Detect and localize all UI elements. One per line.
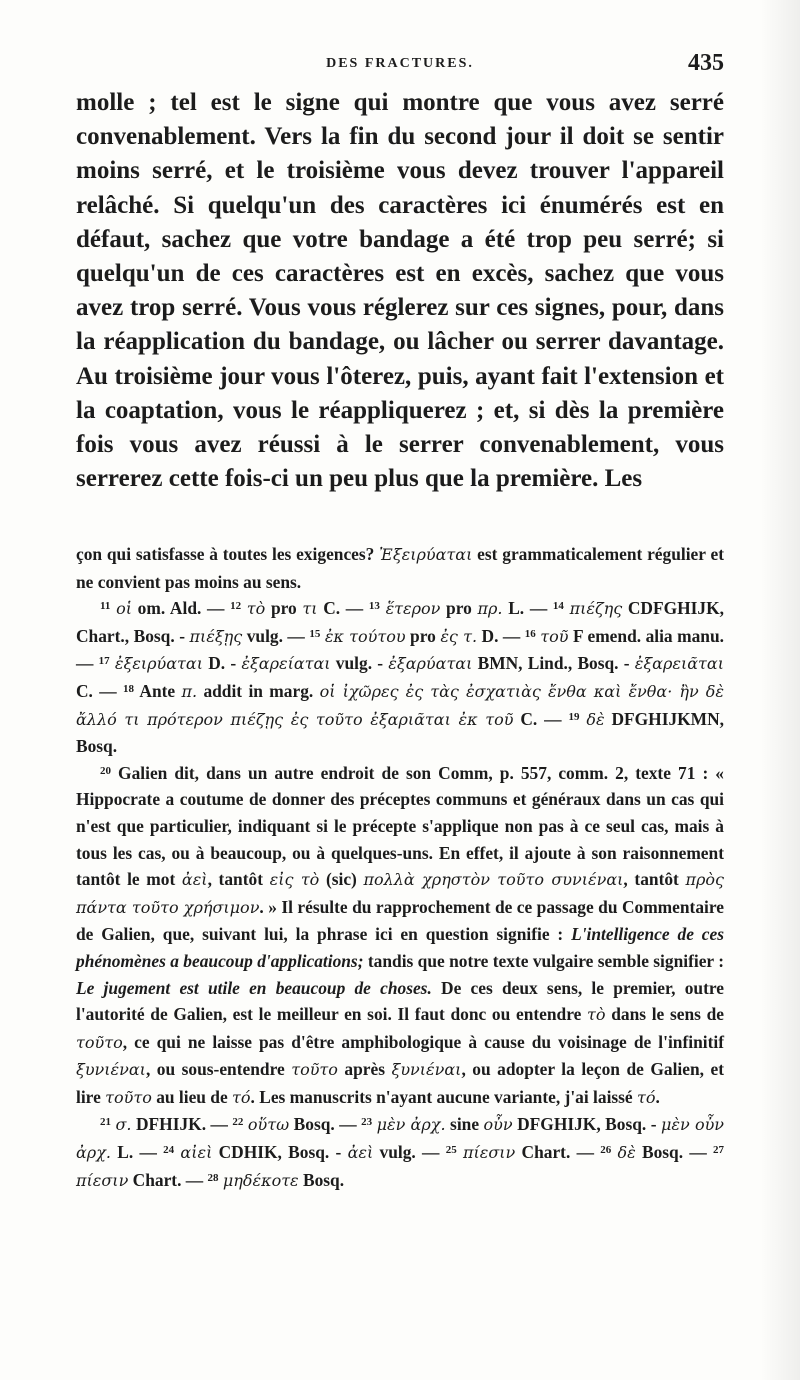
note-text: sine bbox=[445, 1114, 484, 1135]
greek-text: τὸ bbox=[587, 1005, 606, 1025]
greek-text: τοῦ bbox=[540, 626, 569, 646]
note-text: (sic) bbox=[319, 869, 364, 890]
note-text: Chart. — bbox=[128, 1169, 208, 1190]
note-marker: 17 bbox=[98, 655, 110, 668]
greek-text: πίεσιν bbox=[462, 1143, 516, 1163]
greek-text: Ἐξειρύαται bbox=[379, 545, 473, 564]
note-text: D. — bbox=[477, 625, 525, 646]
note-marker: 24 bbox=[163, 1144, 175, 1157]
greek-text: τοῦτο bbox=[76, 1032, 123, 1052]
greek-text: ἐξειρύαται bbox=[114, 654, 203, 674]
note-text: pro bbox=[440, 598, 478, 619]
note-text: F emend. alia manu. — bbox=[76, 625, 724, 674]
note-text: L. — bbox=[111, 1142, 164, 1163]
greek-text: δὲ bbox=[586, 709, 605, 729]
greek-text: οὕτω bbox=[247, 1115, 290, 1135]
note-marker: 26 bbox=[600, 1144, 612, 1157]
note-marker: 28 bbox=[207, 1171, 219, 1184]
greek-text: ξυνιέναι bbox=[391, 1060, 462, 1080]
italic-text: Le jugement est utile en beaucoup de choses. bbox=[76, 977, 432, 998]
footnotes bbox=[76, 541, 724, 1194]
note-text: , tantôt bbox=[623, 869, 686, 890]
note-text: DFHIJK. — bbox=[131, 1114, 233, 1135]
note-text: C. — bbox=[76, 680, 123, 701]
greek-text: μὲν ἀρχ. bbox=[376, 1115, 446, 1135]
note-text: vulg. - bbox=[330, 653, 389, 674]
greek-text: τι bbox=[302, 599, 318, 619]
greek-text: ἐξαρειᾶται bbox=[634, 654, 724, 674]
greek-text: μηδέκοτε bbox=[222, 1170, 299, 1190]
running-header bbox=[76, 50, 724, 80]
greek-text: ἐξαρείαται bbox=[241, 654, 331, 674]
note-text: CDHIK, Bosq. - bbox=[212, 1142, 348, 1163]
note-marker: 15 bbox=[309, 627, 321, 640]
note-text: après bbox=[337, 1059, 392, 1080]
note-text: C. — bbox=[317, 598, 369, 619]
note-text: . bbox=[655, 1086, 660, 1107]
note-text: Bosq. — bbox=[635, 1142, 713, 1163]
note-text: CDFGHIJK, Chart., Bosq. - bbox=[76, 598, 725, 646]
note-text: BMN, Lind., Bosq. - bbox=[472, 653, 635, 674]
greek-text: τό bbox=[232, 1087, 251, 1107]
greek-text: πίεσιν bbox=[76, 1170, 129, 1190]
note-text: D. - bbox=[202, 653, 242, 674]
footnote-20 bbox=[76, 760, 724, 1112]
running-title: DES FRACTURES. bbox=[326, 56, 474, 71]
note-text: vulg. — bbox=[373, 1142, 446, 1163]
note-text: Bosq. — bbox=[289, 1114, 362, 1135]
note-marker: 19 bbox=[568, 710, 580, 723]
note-text: , ou adopter la leçon de Galien, et lire bbox=[76, 1059, 724, 1107]
greek-text: οὖν bbox=[483, 1115, 513, 1135]
note-text: . » Il résulte du rapprochement de ce passage du Commentaire de Galien, que, suivant lui, la phrase ici en question signifie : bbox=[76, 896, 724, 945]
note-text: , tantôt bbox=[207, 869, 270, 890]
note-marker: 11 bbox=[100, 600, 111, 613]
note-marker: 20 bbox=[100, 764, 111, 777]
note-text: au lieu de bbox=[151, 1086, 233, 1107]
note-text: DFGHIJKMN, Bosq. bbox=[76, 708, 725, 757]
greek-text: ἀεὶ bbox=[181, 870, 208, 890]
note-marker: 21 bbox=[100, 1116, 111, 1129]
note-text: Ante bbox=[134, 680, 182, 701]
note-marker: 12 bbox=[230, 600, 242, 613]
footnote-continuation bbox=[76, 541, 724, 595]
greek-text: π. bbox=[181, 681, 198, 701]
note-marker: 16 bbox=[524, 627, 536, 640]
note-text: C. — bbox=[513, 708, 569, 729]
greek-text: σ. bbox=[115, 1115, 132, 1135]
greek-text: ἐς τ. bbox=[440, 626, 478, 646]
note-text: DFGHIJK, Bosq. - bbox=[512, 1114, 662, 1135]
note-text: vulg. — bbox=[242, 625, 310, 646]
greek-text: μὲν οὖν ἀρχ. bbox=[76, 1115, 725, 1163]
note-text: , ou sous-entendre bbox=[145, 1059, 292, 1080]
greek-text: πιέξῃς bbox=[189, 626, 243, 646]
note-text: om. Ald. — bbox=[132, 598, 231, 619]
note-text: addit in marg. bbox=[197, 680, 320, 701]
italic-text: L'intelligence de ces phénomènes a beaucoup d'applications; bbox=[76, 924, 725, 971]
greek-text: δὲ bbox=[617, 1143, 636, 1163]
greek-text: πρὸς πάντα τοῦτο χρήσιμον bbox=[76, 870, 724, 917]
note-text: pro bbox=[405, 625, 441, 646]
greek-text: ἕτερον bbox=[385, 599, 441, 619]
note-marker: 27 bbox=[712, 1144, 724, 1157]
note-text: De ces deux sens, le premier, outre l'autorité de Galien, est le meilleur en soi. Il faut donc ou entendre bbox=[76, 977, 724, 1025]
greek-text: οἱ bbox=[116, 599, 132, 619]
note-marker: 23 bbox=[361, 1116, 373, 1129]
note-text: Galien dit, dans un autre endroit de son Comm, p. 557, comm. 2, texte 71 : « Hippocrate a coutume de donner des préceptes communs et généraux dans un cas qui n'est que particulier, indiquant si le précepte s'applique non pas à ce seul cas, mais à tous les cas, ou à beaucoup, ou à quelques-uns. En effet, il ajoute à son raisonnement tantôt le mot bbox=[76, 762, 724, 890]
greek-text: πιέζης bbox=[569, 599, 623, 619]
greek-text: τὸ bbox=[246, 599, 266, 619]
greek-text: τό bbox=[637, 1087, 656, 1107]
note-marker: 14 bbox=[552, 600, 564, 613]
note-text: pro bbox=[265, 598, 303, 619]
note-text: Chart. — bbox=[515, 1142, 601, 1163]
note-text: çon qui satisfasse à toutes les exigences? bbox=[76, 544, 380, 564]
greek-text: ἐξαρύαται bbox=[388, 654, 473, 674]
main-text-paragraph: molle ; tel est le signe qui montre que vous avez serré convenablement. Vers la fin du second jour il doit se sentir moins serré, et le troisième vous devez trouver l'appareil relâché. Si quelqu'un des caractères ici énumérés est en défaut, sachez que votre bandage a été trop peu serré; si quelqu'un de ces caractères est en excès, sachez que vous avez trop serré. Vous vous réglerez sur ces signes, pour, dans la réapplication du bandage, ou lâcher ou serrer davantage. Au troisième jour vous l'ôterez, puis, ayant fait l'extension et la coaptation, vous le réappliquerez ; et, si dès la première fois vous avez réussi à le serrer convenablement, vous serrerez cette fois-ci un peu plus que la première. Les bbox=[76, 89, 724, 493]
note-text: dans le sens de bbox=[605, 1004, 724, 1025]
note-marker: 22 bbox=[232, 1116, 244, 1129]
note-marker: 13 bbox=[368, 600, 380, 613]
greek-text: ἐκ τούτου bbox=[324, 626, 406, 646]
note-text: tandis que notre texte vulgaire semble signifier : bbox=[363, 950, 724, 971]
greek-text: πρ. bbox=[477, 599, 503, 619]
note-text: Bosq. bbox=[298, 1169, 345, 1190]
page-number: 435 bbox=[688, 50, 724, 76]
note-text: . Les manuscrits n'ayant aucune variante, j'ai laissé bbox=[250, 1086, 637, 1107]
greek-text: αἰεὶ bbox=[180, 1143, 213, 1163]
note-text: , ce qui ne laisse pas d'être amphibologique à cause du voisinage de l'infinitif bbox=[122, 1031, 724, 1052]
greek-text: τοῦτο bbox=[291, 1060, 338, 1080]
note-marker: 18 bbox=[123, 682, 134, 695]
footnote-21-28 bbox=[76, 1111, 724, 1194]
note-text: est grammaticalement régulier et ne convient pas moins au sens. bbox=[76, 544, 724, 592]
greek-text: ἀεὶ bbox=[347, 1143, 374, 1163]
footnote-11-19 bbox=[76, 595, 724, 760]
note-text: L. — bbox=[502, 598, 553, 619]
greek-text: οἱ ἰχῶρες ἐς τὰς ἐσχατιὰς ἔνθα καὶ ἔνθα· ἢν δὲ ἄλλό τι πρότερον πιέζῃς ἐς τοῦτο ἐξαριᾶται ἐκ τοῦ bbox=[76, 681, 724, 729]
greek-text: εἰς τὸ bbox=[269, 870, 320, 890]
greek-text: πολλὰ χρηστὸν τοῦτο συνιέναι bbox=[363, 870, 624, 890]
greek-text: τοῦτο bbox=[105, 1087, 152, 1107]
greek-text: ξυνιέναι bbox=[76, 1060, 146, 1080]
note-marker: 25 bbox=[445, 1144, 457, 1157]
